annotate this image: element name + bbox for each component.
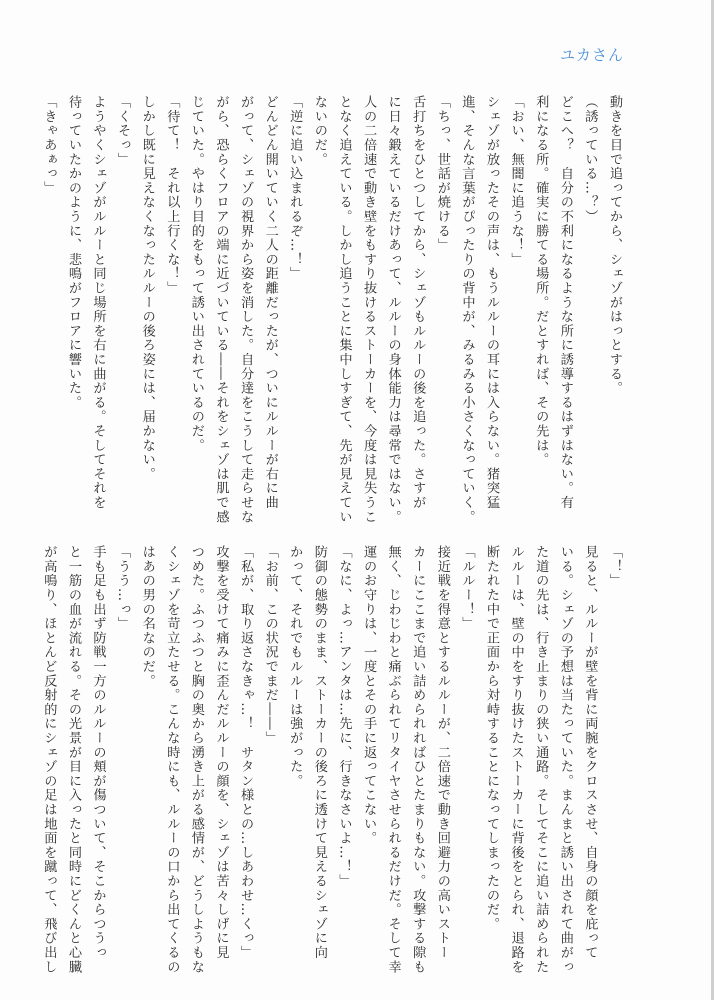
text-line: がって、シェゾの視界から姿を消した。自分達をこうして走らせな <box>238 95 254 524</box>
text-line: どこへ？ 自分の不利になるような所に誘導するはずはない。有 <box>557 95 573 510</box>
text-line: 「おい、無闇に追うな！」 <box>508 95 524 267</box>
running-header: ユカさん <box>559 46 624 64</box>
text-line: じていた。やはり目的をもって誘い出されているのだ。 <box>188 95 204 453</box>
text-line: 「ルルー！」 <box>459 545 475 631</box>
text-line: に日々鍛えているだけあって、ルルーの身体能力は尋常ではない。 <box>385 95 401 524</box>
text-block-top <box>36 95 626 524</box>
text-line: 「私が、取り返さなきゃ…！ サタン様との…しあわせ…くっ」 <box>238 545 254 960</box>
text-line: ないのだ。 <box>311 95 327 167</box>
text-line: 「逆に追い込まれるぞ…！」 <box>287 95 303 281</box>
text-line: いる。シェゾの予想は当たっていた。まんまと誘い出されて曲がっ <box>557 545 573 974</box>
text-line: 「お前、この状況でまだ――」 <box>262 545 278 746</box>
text-line: 舌打ちをひとつしてから、シェゾもルルーの後を追った。さすが <box>410 95 426 510</box>
text-line: 「くそっ」 <box>115 95 131 167</box>
text-line: 「なに、よっ…アンタは…先に、行きなさいよ…！」 <box>336 545 352 889</box>
text-block-bottom <box>36 545 626 974</box>
text-line: 運のお守りは、一度とその手に返ってこない。 <box>361 545 377 846</box>
text-line: カーにここまで追い詰められればひとたまりもない。攻撃する隙も <box>410 545 426 974</box>
text-line: かって、それでもルルーは強がった。 <box>287 545 303 789</box>
text-line: シェゾが放ったその声は、もうルルーの耳には入らない。猪突猛 <box>484 95 500 510</box>
text-line: 「ちっ、世話が焼ける」 <box>434 95 450 253</box>
text-line: しかし既に見えなくなったルルーの後ろ姿には、届かない。 <box>139 95 155 482</box>
text-line: ようやくシェゾがルルーと同じ場所を右に曲がる。そしてそれを <box>90 95 106 510</box>
text-line: （誘っている…？） <box>582 95 598 224</box>
text-line: 断たれた中で正面から対峙することになってしまったのだ。 <box>484 545 500 932</box>
text-line: と一筋の血が流れる。その光景が目に入ったと同時にどくんと心臓 <box>65 545 81 974</box>
text-line: が高鳴り、ほとんど反射的にシェゾの足は地面を蹴って、飛び出し <box>41 545 57 974</box>
text-line: 動きを目で追ってから、シェゾがはっとする。 <box>607 95 622 396</box>
text-line: 「きゃあぁっ」 <box>41 95 57 196</box>
text-line: くシェゾを苛立たせる。こんな時にも、ルルーの口から出てくるの <box>164 545 180 974</box>
text-line: 人の二倍速で動き壁をもすり抜けるストーカーを、今度は見失うこ <box>361 95 377 524</box>
text-line: ルルーは、壁の中をすり抜けたストーカーに背後をとられ、退路を <box>508 545 524 974</box>
text-line: がら、恐らくフロアの端に近づいている――それをシェゾは肌で感 <box>213 95 229 524</box>
text-line: 進、そんな言葉がぴったりの背中が、みるみる小さくなっていく。 <box>459 95 475 524</box>
text-line: どんどん開いていく二人の距離だったが、ついにルルーが右に曲 <box>262 95 278 510</box>
text-line: 手も足も出ず防戦一方のルルーの頬が傷ついて、そこからつうっ <box>90 545 106 960</box>
text-line: 防御の態勢のまま、ストーカーの後ろに透けて見えるシェゾに向 <box>311 545 327 960</box>
text-line: 攻撃を受けて痛みに歪んだルルーの顔を、シェゾは苦々しげに見 <box>213 545 229 960</box>
text-line: 「待て！ それ以上行くな！」 <box>164 95 180 296</box>
text-line: となく追えている。しかし追うことに集中しすぎて、先が見えてい <box>336 95 352 524</box>
text-line: はあの男の名なのだ。 <box>139 545 155 688</box>
text-line: 見ると、ルルーが壁を背に両腕をクロスさせ、自身の顔を庇って <box>582 545 598 960</box>
text-line: 待っていたかのように、悲鳴がフロアに響いた。 <box>65 95 81 410</box>
text-line: 利になる所。確実に勝てる場所。だとすれば、その先は。 <box>533 95 549 467</box>
text-line: た道の先は、行き止まりの狭い通路。そしてそこに追い詰められた <box>533 545 549 974</box>
text-line: 「！」 <box>607 545 622 588</box>
text-line: 「うう…っ」 <box>115 545 131 631</box>
text-line: 接近戦を得意とするルルーが、二倍速で動き回避力の高いストー <box>434 545 450 960</box>
text-line: つめた。ふつふつと胸の奥から湧き上がる感情が、どうしようもな <box>188 545 204 974</box>
text-line: 無く、じわじわと痛ぶられてリタイヤさせられるだけだ。そして幸 <box>385 545 401 974</box>
